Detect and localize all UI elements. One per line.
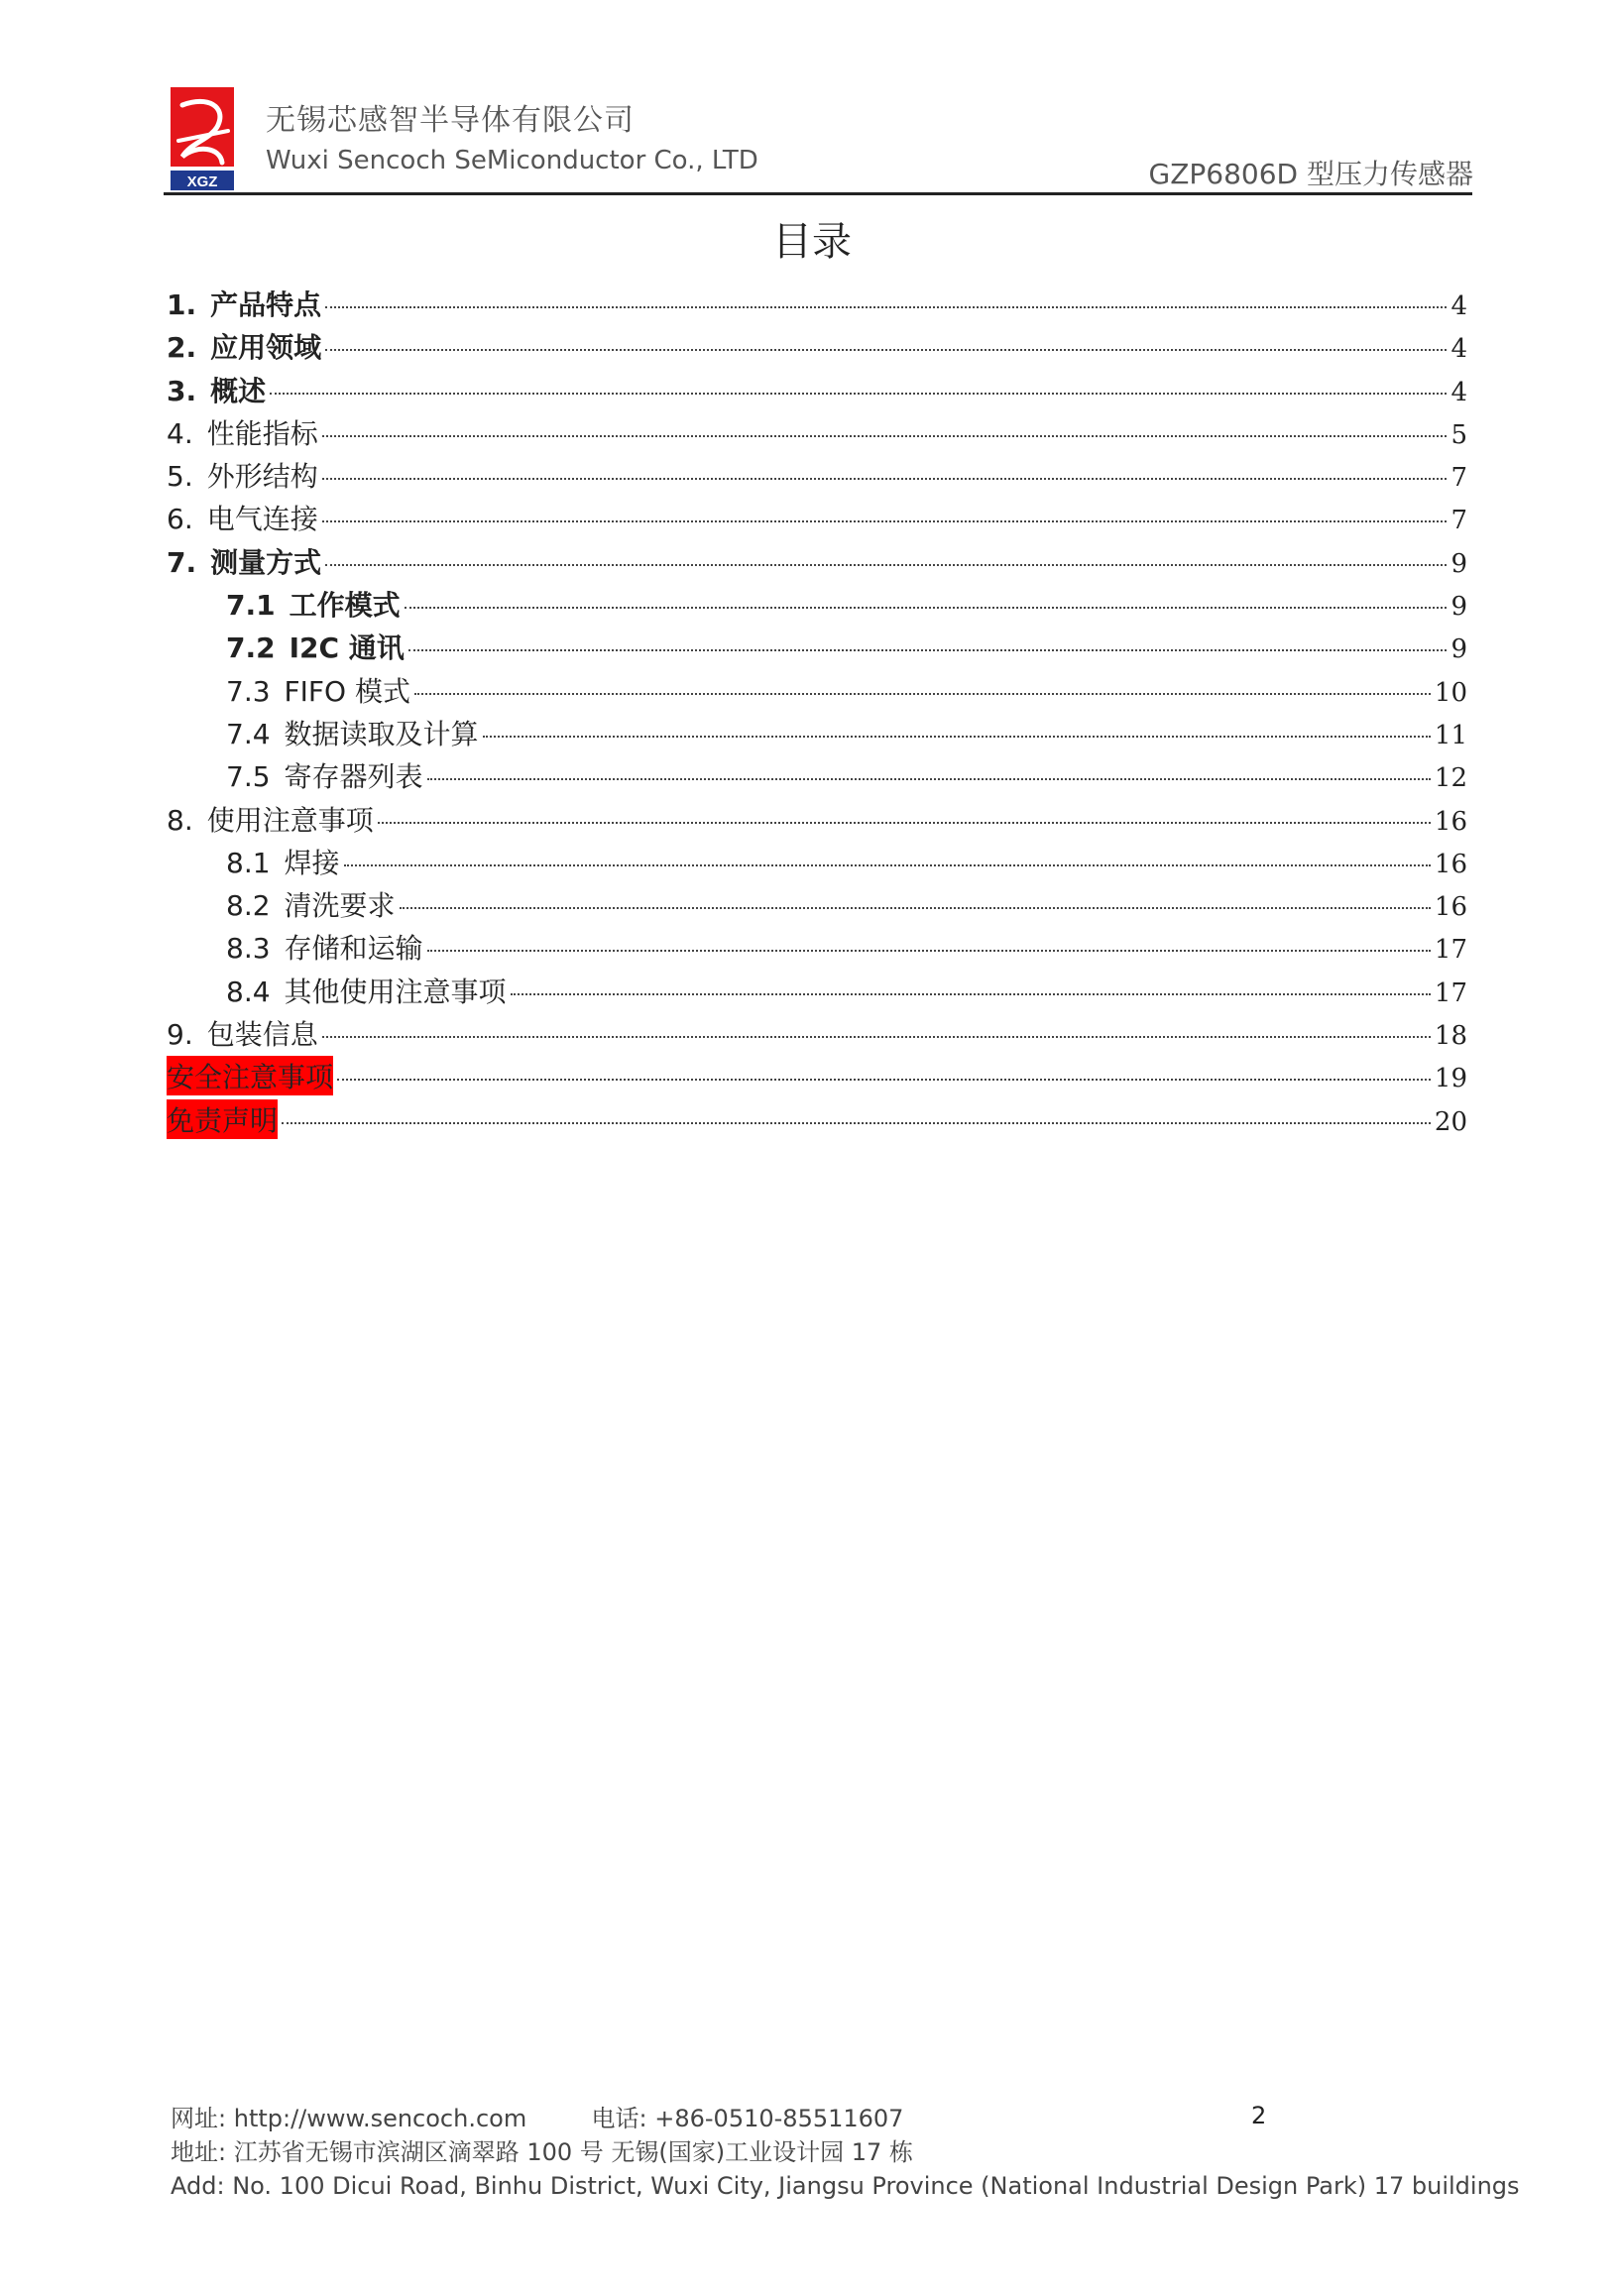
toc-item-number: 7.: [167, 545, 197, 579]
toc-item-number: 7.3: [226, 674, 271, 708]
toc-subitem[interactable]: [167, 627, 1467, 669]
toc-item-label: FIFO 模式: [284, 674, 410, 708]
website-label: 网址:: [171, 2105, 227, 2132]
toc-item[interactable]: [167, 498, 1467, 540]
toc-item-number: 9.: [167, 1018, 193, 1052]
phone-label: 电话:: [591, 2105, 647, 2132]
toc-item-page: 16: [1434, 806, 1467, 837]
toc-subitem[interactable]: [167, 713, 1467, 755]
toc-leader-dots: [322, 435, 1448, 437]
toc-item-label: 存储和运输: [284, 932, 423, 966]
toc-item-number: 6.: [167, 503, 193, 536]
toc-item-page: 20: [1434, 1106, 1467, 1137]
toc-item-number: 8.4: [226, 975, 271, 1008]
toc-item-safety[interactable]: [167, 1056, 1467, 1098]
toc-leader-dots: [325, 306, 1447, 308]
toc-subitem[interactable]: [167, 971, 1467, 1013]
toc-item-page: 17: [1434, 977, 1467, 1008]
page-footer: [171, 2102, 1520, 2203]
page-number: 2: [1251, 2102, 1267, 2129]
toc-leader-dots: [344, 864, 1431, 866]
address-label-cn: 地址:: [171, 2138, 227, 2166]
toc-item-label-highlighted: 免责声明: [167, 1099, 278, 1139]
toc-item-number: 8.: [167, 803, 193, 837]
toc-leader-dots: [483, 736, 1431, 738]
toc-item-label: 工作模式: [289, 589, 401, 623]
toc-item-page: 16: [1434, 849, 1467, 879]
toc-item-page: 9: [1450, 548, 1467, 579]
toc-item-page: 17: [1434, 935, 1467, 966]
toc-subitem[interactable]: [167, 842, 1467, 884]
toc-leader-dots: [282, 1122, 1431, 1124]
toc-leader-dots: [408, 649, 1448, 651]
footer-address-en: [171, 2169, 1520, 2203]
toc-leader-dots: [270, 393, 1447, 395]
toc-item-number: 7.2: [226, 631, 276, 665]
toc-item-number: 7.1: [226, 589, 276, 623]
toc-item-number: 8.3: [226, 932, 271, 966]
toc-item-disclaimer[interactable]: [167, 1099, 1467, 1142]
toc-subitem[interactable]: [167, 584, 1467, 627]
toc-leader-dots: [405, 607, 1448, 609]
address-en: No. 100 Dicui Road, Binhu District, Wuxi City, Jiangsu Province (National Industrial Design Park) 17 buildings: [232, 2172, 1520, 2200]
company-name-cn: 无锡芯感智半导体有限公司: [266, 103, 635, 138]
toc-item-page: 12: [1434, 763, 1467, 794]
company-name-en: Wuxi Sencoch SeMiconductor Co., LTD: [266, 146, 758, 175]
toc-item-page: 5: [1450, 419, 1467, 450]
footer-address-cn: [171, 2135, 1520, 2169]
toc-leader-dots: [378, 822, 1431, 824]
toc-item-label: 其他使用注意事项: [284, 975, 507, 1008]
toc-item-page: 16: [1434, 892, 1467, 923]
toc-item[interactable]: [167, 412, 1467, 455]
toc-item-label: 电气连接: [206, 503, 318, 536]
toc-item-page: 11: [1434, 720, 1467, 750]
toc-item-label: 应用领域: [210, 331, 322, 365]
toc-subitem[interactable]: [167, 670, 1467, 713]
toc-item-page: 9: [1450, 634, 1467, 665]
address-label-en: Add:: [171, 2172, 225, 2200]
toc-item-label-highlighted: 安全注意事项: [167, 1056, 333, 1095]
toc-item-number: 1.: [167, 288, 197, 321]
toc-leader-dots: [337, 1079, 1431, 1081]
address-cn: 江苏省无锡市滨湖区滴翠路 100 号 无锡(国家)工业设计园 17 栋: [233, 2138, 913, 2166]
toc-item-label: 寄存器列表: [284, 760, 423, 794]
toc-item-label: 测量方式: [210, 545, 322, 579]
toc-leader-dots: [322, 478, 1448, 480]
toc-item-label: 概述: [210, 374, 267, 407]
toc-item-page: 7: [1450, 506, 1467, 536]
table-of-contents: [167, 284, 1467, 1142]
phone-number: +86-0510-85511607: [654, 2105, 904, 2132]
toc-item-number: 8.2: [226, 889, 271, 923]
toc-item-page: 4: [1450, 377, 1467, 407]
toc-item-label: 清洗要求: [284, 889, 396, 923]
toc-item-number: 3.: [167, 374, 197, 407]
toc-item[interactable]: [167, 541, 1467, 584]
toc-leader-dots: [325, 349, 1447, 351]
toc-item-label: 包装信息: [206, 1018, 318, 1052]
toc-item-page: 10: [1434, 677, 1467, 708]
toc-item-number: 7.4: [226, 717, 271, 750]
toc-item-label: 使用注意事项: [206, 803, 374, 837]
toc-leader-dots: [400, 907, 1431, 909]
toc-leader-dots: [325, 564, 1447, 566]
toc-item-page: 4: [1450, 334, 1467, 365]
toc-item[interactable]: [167, 455, 1467, 498]
toc-item-label: I2C 通讯: [289, 631, 405, 665]
toc-item-page: 7: [1450, 463, 1467, 494]
document-title: GZP6806D 型压力传感器: [1148, 158, 1473, 190]
toc-item[interactable]: [167, 370, 1467, 412]
toc-item-label: 焊接: [284, 846, 340, 879]
toc-item-number: 5.: [167, 460, 193, 494]
header-divider: [164, 192, 1472, 195]
toc-item[interactable]: [167, 326, 1467, 369]
logo-icon: [169, 85, 236, 192]
company-logo: [169, 85, 236, 192]
toc-item[interactable]: [167, 799, 1467, 842]
logo-text: XGZ: [186, 173, 218, 190]
toc-subitem[interactable]: [167, 755, 1467, 798]
toc-item-page: 18: [1434, 1021, 1467, 1052]
toc-leader-dots: [511, 993, 1431, 995]
toc-subitem[interactable]: [167, 884, 1467, 927]
toc-item-label: 产品特点: [210, 288, 322, 321]
toc-item-number: 4.: [167, 416, 193, 450]
toc-leader-dots: [322, 1036, 1431, 1038]
company-name: [266, 99, 758, 178]
toc-title: 目录: [772, 219, 852, 265]
toc-item[interactable]: [167, 284, 1467, 326]
footer-contact-line: [171, 2102, 1520, 2135]
toc-leader-dots: [322, 520, 1448, 522]
toc-item-page: 9: [1450, 592, 1467, 623]
toc-item-number: 7.5: [226, 760, 271, 794]
toc-leader-dots: [427, 778, 1431, 780]
toc-item-label: 数据读取及计算: [284, 717, 479, 750]
toc-item-label: 外形结构: [206, 460, 318, 494]
toc-subitem[interactable]: [167, 927, 1467, 970]
toc-item-label: 性能指标: [206, 416, 318, 450]
toc-leader-dots: [427, 950, 1431, 952]
toc-leader-dots: [414, 693, 1431, 695]
toc-item-number: 8.1: [226, 846, 271, 879]
toc-item-number: 2.: [167, 331, 197, 365]
toc-item-page: 19: [1434, 1064, 1467, 1094]
toc-item[interactable]: [167, 1013, 1467, 1056]
toc-item-page: 4: [1450, 291, 1467, 321]
website-link[interactable]: http://www.sencoch.com: [233, 2105, 527, 2132]
